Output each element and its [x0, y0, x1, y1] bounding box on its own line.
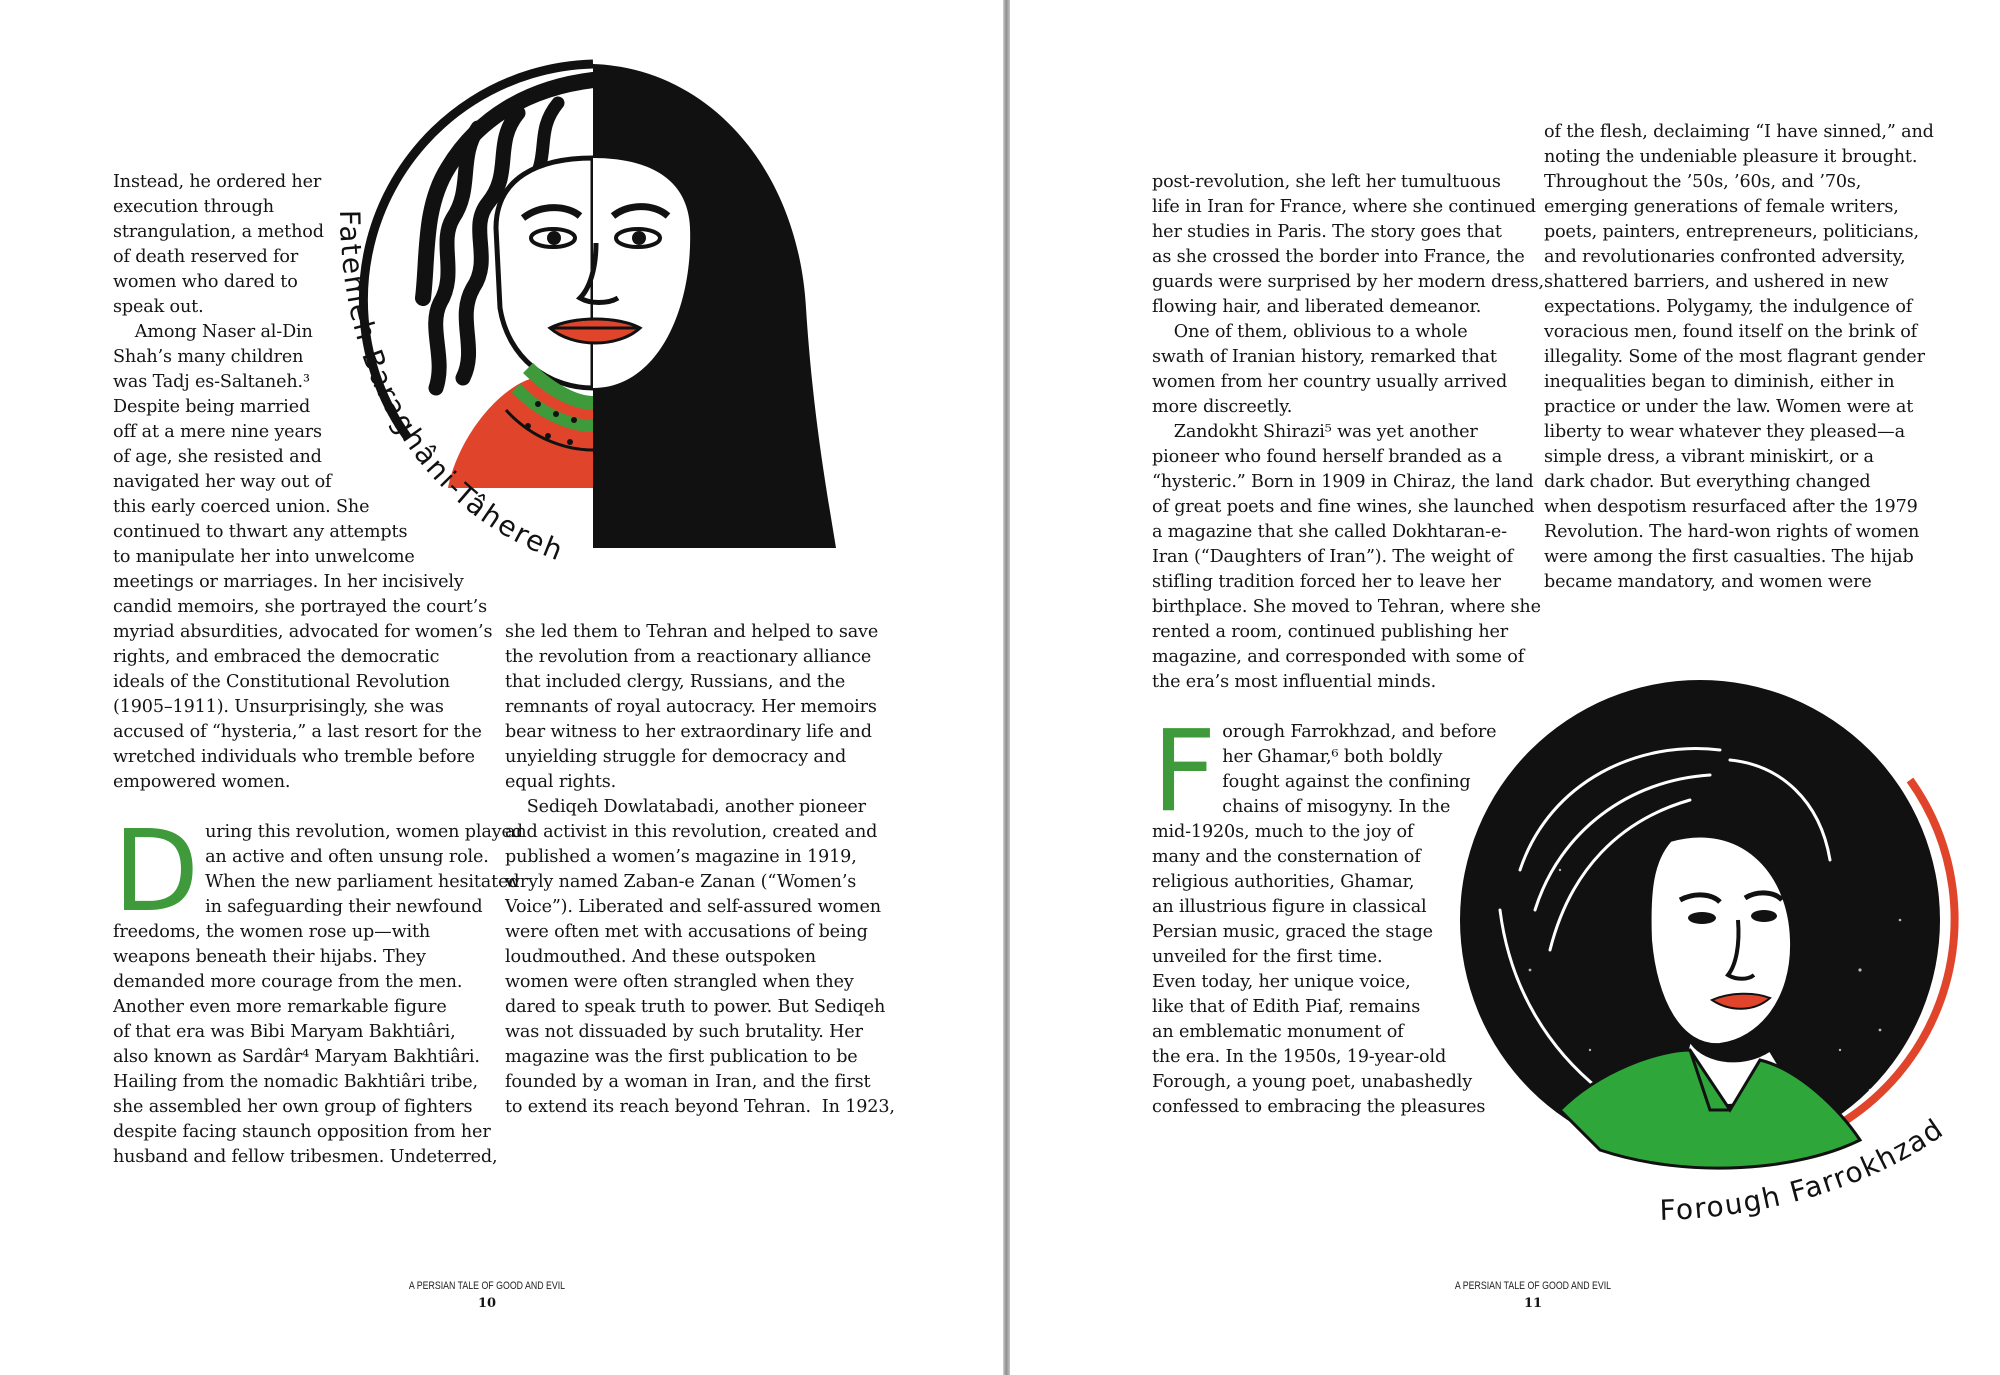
text-line: Even today, her unique voice, — [1152, 972, 1411, 992]
text-line: (1905–1911). Unsurprisingly, she was — [113, 697, 444, 717]
text-line: inequalities began to diminish, either in — [1544, 372, 1895, 392]
text-line: and revolutionaries confronted adversity, — [1544, 247, 1906, 267]
text-line: candid memoirs, she portrayed the court’s — [113, 597, 487, 617]
text-line: One of them, oblivious to a whole — [1152, 322, 1468, 342]
portrait-caption-text: Forough Farrokhzad — [1659, 1111, 1950, 1228]
col1-paragraph-block-1 — [1152, 170, 1544, 695]
text-line: Among Naser al-Din — [113, 322, 313, 342]
text-line: “hysteric.” Born in 1909 in Chiraz, the land — [1152, 472, 1534, 492]
text-line: Voice”). Liberated and self-assured women — [505, 897, 881, 917]
right-column-2 — [1544, 120, 1944, 595]
text-line: and activist in this revolution, created and — [505, 822, 878, 842]
page-number: 11 — [1523, 1296, 1543, 1311]
text-line: she assembled her own group of fighters — [113, 1097, 473, 1117]
running-title: A PERSIAN TALE OF GOOD AND EVIL — [408, 1280, 566, 1292]
text-line: practice or under the law. Women were at — [1544, 397, 1914, 417]
text-line: women from her country usually arrived — [1152, 372, 1508, 392]
text-line: pioneer who found herself branded as a — [1152, 447, 1503, 467]
text-line: confessed to embracing the pleasures — [1152, 1097, 1486, 1117]
text-line: that included clergy, Russians, and the — [505, 672, 846, 692]
text-line: an active and often unsung role. — [205, 847, 489, 867]
text-line: were often met with accusations of being — [505, 922, 868, 942]
text-line: demanded more courage from the men. — [113, 972, 463, 992]
text-line: dared to speak truth to power. But Sediqeh — [505, 997, 886, 1017]
text-line: Hailing from the nomadic Bakhtiâri tribe, — [113, 1072, 478, 1092]
text-line: fought against the confining — [1222, 772, 1471, 792]
text-line: Persian music, graced the stage — [1152, 922, 1433, 942]
portrait-caption-forough — [1650, 1100, 1970, 1240]
text-line: Despite being married — [113, 397, 311, 417]
text-line: voracious men, found itself on the brink of — [1544, 322, 1918, 342]
text-line: loudmouthed. And these outspoken — [505, 947, 816, 967]
text-line: Shah’s many children — [113, 347, 304, 367]
text-line: rented a room, continued publishing her — [1152, 622, 1509, 642]
dropcap-letter: D — [113, 807, 200, 937]
text-line: the era’s most influential minds. — [1152, 672, 1437, 692]
text-line: Zandokht Shirazi⁵ was yet another — [1152, 422, 1478, 442]
text-line: founded by a woman in Iran, and the first — [505, 1072, 871, 1092]
text-line: Revolution. The hard-won rights of women — [1544, 522, 1920, 542]
right-page — [1010, 0, 2000, 1375]
text-line: expectations. Polygamy, the indulgence of — [1544, 297, 1913, 317]
text-line: stifling tradition forced her to leave her — [1152, 572, 1501, 592]
text-line: off at a mere nine years — [113, 422, 322, 442]
text-line: meetings or marriages. In her incisively — [113, 572, 464, 592]
text-line: wretched individuals who tremble before — [113, 747, 475, 767]
text-line: rights, and embraced the democratic — [113, 647, 440, 667]
text-line: mid-1920s, much to the joy of — [1152, 822, 1414, 842]
text-line: a magazine that she called Dokhtaran-e- — [1152, 522, 1507, 542]
dropcap-letter: F — [1152, 707, 1217, 837]
text-line: published a women’s magazine in 1919, — [505, 847, 857, 867]
text-line: execution through — [113, 197, 274, 217]
text-line: orough Farrokhzad, and before — [1222, 722, 1497, 742]
text-line: to manipulate her into unwelcome — [113, 547, 415, 567]
text-line: of the flesh, declaiming “I have sinned,” and — [1544, 122, 1934, 142]
text-line: in safeguarding their newfound — [205, 897, 483, 917]
text-line: freedoms, the women rose up—with — [113, 922, 431, 942]
text-line: When the new parliament hesitated — [205, 872, 520, 892]
text-line: was not dissuaded by such brutality. Her — [505, 1022, 863, 1042]
text-line: ideals of the Constitutional Revolution — [113, 672, 450, 692]
text-line: illegality. Some of the most flagrant gender — [1544, 347, 1925, 367]
text-line: her Ghamar,⁶ both boldly — [1222, 747, 1443, 767]
text-line: magazine was the first publication to be — [505, 1047, 858, 1067]
text-line: Another even more remarkable figure — [113, 997, 447, 1017]
text-line: continued to thwart any attempts — [113, 522, 408, 542]
text-line: uring this revolution, women played — [205, 822, 523, 842]
text-line: birthplace. She moved to Tehran, where she — [1152, 597, 1541, 617]
portrait-caption-text: Fatemeh Baraghâni-Tâhereh — [332, 209, 569, 568]
text-line: as she crossed the border into France, the — [1152, 247, 1525, 267]
svg-text:Forough Farrokhzad — [1659, 1112, 1950, 1227]
text-line: strangulation, a method — [113, 222, 324, 242]
page-number: 10 — [477, 1296, 497, 1311]
left-column-1 — [113, 170, 523, 1170]
text-line: Iran (“Daughters of Iran”). The weight of — [1152, 547, 1513, 567]
col1-paragraph-block-1 — [113, 170, 493, 795]
text-line: religious authorities, Ghamar, — [1152, 872, 1415, 892]
text-line: of death reserved for — [113, 247, 299, 267]
text-line: Instead, he ordered her — [113, 172, 322, 192]
text-line: myriad absurdities, advocated for women’s — [113, 622, 493, 642]
right-page-footer — [1403, 1280, 1663, 1311]
text-line: emerging generations of female writers, — [1544, 197, 1899, 217]
text-line: women who dared to — [113, 272, 298, 292]
text-line: empowered women. — [113, 772, 291, 792]
text-line: Forough, a young poet, unabashedly — [1152, 1072, 1473, 1092]
text-line: accused of “hysteria,” a last resort for the — [113, 722, 482, 742]
text-line: Throughout the ’50s, ’60s, and ’70s, — [1544, 172, 1862, 192]
text-line: many and the consternation of — [1152, 847, 1421, 867]
text-line: unyielding struggle for democracy and — [505, 747, 847, 767]
left-page-footer — [357, 1280, 617, 1311]
text-line: husband and fellow tribesmen. Undeterred, — [113, 1147, 498, 1167]
book-spine — [1003, 0, 1010, 1375]
text-line: an emblematic monument of — [1152, 1022, 1404, 1042]
text-line: this early coerced union. She — [113, 497, 370, 517]
text-line: unveiled for the first time. — [1152, 947, 1383, 967]
col2-paragraph-block — [505, 620, 895, 1120]
text-line: also known as Sardâr⁴ Maryam Bakhtiâri. — [113, 1047, 480, 1067]
text-line: navigated her way out of — [113, 472, 332, 492]
text-line: guards were surprised by her modern dress, — [1152, 272, 1544, 292]
text-line: when despotism resurfaced after the 1979 — [1544, 497, 1918, 517]
text-line: dark chador. But everything changed — [1544, 472, 1871, 492]
text-line: Sediqeh Dowlatabadi, another pioneer — [505, 797, 866, 817]
text-line: equal rights. — [505, 772, 617, 792]
text-line: noting the undeniable pleasure it brought. — [1544, 147, 1918, 167]
text-line: remnants of royal autocracy. Her memoirs — [505, 697, 877, 717]
text-line: shattered barriers, and ushered in new — [1544, 272, 1889, 292]
text-line: more discreetly. — [1152, 397, 1293, 417]
text-line: of age, she resisted and — [113, 447, 322, 467]
col2-paragraph-block — [1544, 120, 1944, 595]
text-line: liberty to wear whatever they pleased—a — [1544, 422, 1905, 442]
text-line: magazine, and corresponded with some of — [1152, 647, 1525, 667]
text-line: the revolution from a reactionary alliance — [505, 647, 872, 667]
text-line: were among the first casualties. The hijab — [1544, 547, 1914, 567]
text-line: flowing hair, and liberated demeanor. — [1152, 297, 1482, 317]
text-line: weapons beneath their hijabs. They — [113, 947, 426, 967]
text-line: chains of misogyny. In the — [1222, 797, 1451, 817]
text-line: was Tadj es-Saltaneh.³ — [113, 372, 310, 392]
text-line: wryly named Zaban-e Zanan (“Women’s — [505, 872, 857, 892]
text-line: poets, painters, entrepreneurs, politicians, — [1544, 222, 1919, 242]
text-line: the era. In the 1950s, 19-year-old — [1152, 1047, 1447, 1067]
text-line: an illustrious figure in classical — [1152, 897, 1427, 917]
text-line: bear witness to her extraordinary life and — [505, 722, 872, 742]
text-line: speak out. — [113, 297, 204, 317]
text-line: swath of Iranian history, remarked that — [1152, 347, 1497, 367]
text-line: post-revolution, she left her tumultuous — [1152, 172, 1501, 192]
text-line: like that of Edith Piaf, remains — [1152, 997, 1421, 1017]
text-line: life in Iran for France, where she continued — [1152, 197, 1536, 217]
text-line: her studies in Paris. The story goes that — [1152, 222, 1502, 242]
text-line: to extend its reach beyond Tehran. In 1923, — [505, 1097, 895, 1117]
text-line: she led them to Tehran and helped to save — [505, 622, 879, 642]
text-line: despite facing staunch opposition from her — [113, 1122, 491, 1142]
running-title: A PERSIAN TALE OF GOOD AND EVIL — [1454, 1280, 1612, 1292]
text-line: of that era was Bibi Maryam Bakhtiâri, — [113, 1022, 456, 1042]
text-line: simple dress, a vibrant miniskirt, or a — [1544, 447, 1874, 467]
left-column-2 — [505, 620, 895, 1120]
col1-paragraph-block-2 — [113, 920, 498, 1170]
text-line: became mandatory, and women were — [1544, 572, 1872, 592]
text-line: women were often strangled when they — [505, 972, 854, 992]
text-line: of great poets and fine wines, she launched — [1152, 497, 1535, 517]
